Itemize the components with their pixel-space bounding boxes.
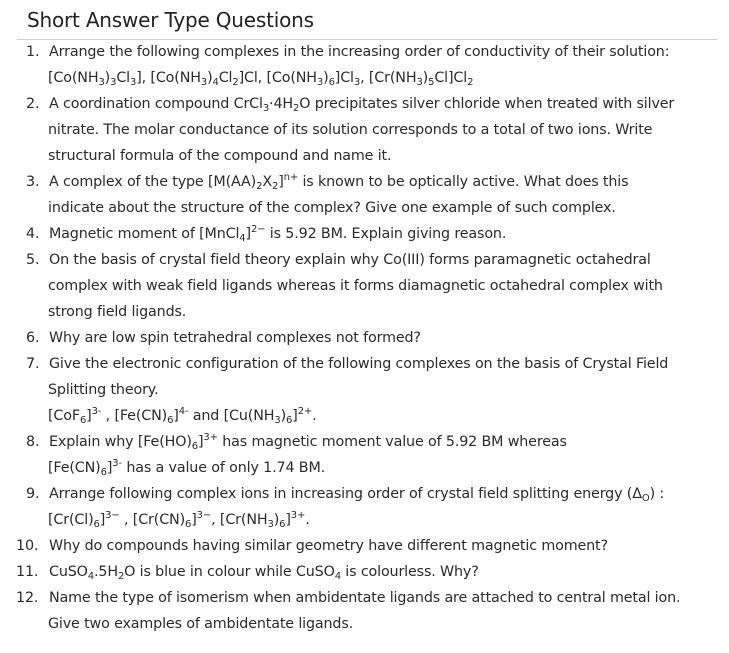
question-text-line: indicate about the structure of the complex? Give one example of such complex. bbox=[48, 200, 616, 216]
question-number: 10. bbox=[16, 538, 39, 554]
question-text-line: $[Co(NH_3)_3Cl_3]$, $[Co(NH_3)_4Cl_2]Cl$, $[Co(NH_3)_6]Cl_3$, $[Cr(NH_3)_5Cl]Cl_2$ bbox=[48, 70, 474, 88]
question-number: 5. bbox=[26, 252, 40, 268]
question-number: 6. bbox=[26, 330, 40, 346]
question-text-line: $[Cr(Cl)_6]^{3-}$ , $[Cr(CN)_6]^{3-}$, $[Cr(NH_3)_6]^{3+}$. bbox=[48, 510, 310, 530]
question-number: 2. bbox=[26, 96, 40, 112]
question-text-line: Splitting theory. bbox=[48, 382, 159, 398]
question-text-line: $[CoF_6]^{3-}$ , $[Fe(CN)_6]^{4-}$ and $[Cu(NH_3)_6]^{2+}$. bbox=[48, 406, 317, 426]
question-text-line: strong field ligands. bbox=[48, 304, 187, 320]
question-text-line: Why are low spin tetrahedral complexes not formed? bbox=[49, 330, 421, 346]
question-text-line: Arrange the following complexes in the increasing order of conductivity of their solution: bbox=[49, 44, 670, 60]
question-text-line: nitrate. The molar conductance of its solution corresponds to a total of two ions. Write bbox=[48, 122, 653, 138]
question-text-line: A complex of the type $[M(AA)_2X_2]^{n+}$ is known to be optically active. What does this bbox=[49, 172, 629, 192]
question-number: 9. bbox=[26, 486, 40, 502]
question-text-line: Give the electronic configuration of the following complexes on the basis of Crystal Field bbox=[49, 356, 669, 372]
question-text-line: Why do compounds having similar geometry have different magnetic moment? bbox=[49, 538, 608, 554]
question-number: 7. bbox=[26, 356, 40, 372]
question-text-line: $CuSO_4.5H_2O$ is blue in colour while CuSO$_4$ is colourless. Why? bbox=[49, 564, 479, 582]
question-number: 4. bbox=[26, 226, 40, 242]
question-text-line: Give two examples of ambidentate ligands. bbox=[48, 616, 354, 632]
question-number: 11. bbox=[16, 564, 39, 580]
question-text-line: Name the type of isomerism when ambidentate ligands are attached to central metal ion. bbox=[49, 590, 681, 606]
question-number: 8. bbox=[26, 434, 40, 450]
section-heading: Short Answer Type Questions bbox=[27, 8, 314, 32]
question-text-line: structural formula of the compound and name it. bbox=[48, 148, 392, 164]
question-text-line: Explain why $[Fe(HO)_6]^{3+}$ has magnetic moment value of 5.92 BM whereas bbox=[49, 432, 567, 452]
question-number: 3. bbox=[26, 174, 40, 190]
question-number: 12. bbox=[16, 590, 39, 606]
question-number: 1. bbox=[26, 44, 40, 60]
question-text-line: Magnetic moment of [MnCl$_4$]$^{2-}$ is 5.92 BM. Explain giving reason. bbox=[49, 224, 507, 244]
question-text-line: Arrange following complex ions in increasing order of crystal field splitting energy $(\Delta_O)$ : bbox=[49, 486, 665, 504]
question-text-line: complex with weak field ligands whereas it forms diamagnetic octahedral complex with bbox=[48, 278, 663, 294]
question-text-line: A coordination compound $CrCl_3\cdot 4H_2O$ precipitates silver chloride when treated with silver bbox=[49, 96, 675, 114]
question-text-line: $[Fe(CN)_6]^{3-}$ has a value of only 1.74 BM. bbox=[48, 458, 326, 478]
question-text-line: On the basis of crystal field theory explain why Co(III) forms paramagnetic octahedral bbox=[49, 252, 651, 268]
